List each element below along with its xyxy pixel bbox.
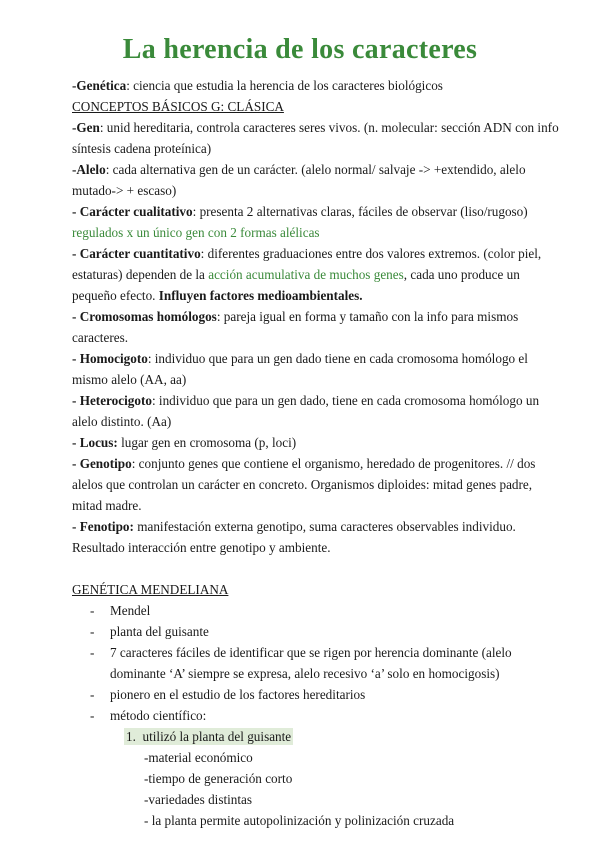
sub-item: -material económico (144, 750, 253, 765)
item-text: utilizó la planta del guisante (142, 729, 292, 744)
definition-text: : ciencia que estudia la herencia de los caracteres biológicos (126, 78, 443, 93)
term: -Alelo (72, 162, 106, 177)
sub-item: -variedades distintas (144, 792, 253, 807)
definition-cromosomas-homologos (72, 306, 562, 348)
page-title: La herencia de los caracteres (122, 34, 478, 65)
definition-homocigoto (72, 348, 562, 390)
definition-text: : individuo que para un gen dado tiene en cada cromosoma homólogo el mismo alelo (AA, aa) (72, 351, 528, 387)
sub-item: -tiempo de generación corto (144, 771, 293, 786)
term: - Carácter cualitativo (72, 204, 193, 219)
list-item: - Mendel (72, 600, 562, 621)
definition-text: , cada uno produce un pequeño efecto. (72, 267, 520, 303)
mendel-list (72, 600, 562, 726)
section-heading-conceptos: CONCEPTOS BÁSICOS G: CLÁSICA (72, 99, 284, 114)
definition-gen (72, 117, 562, 159)
definition-heterocigoto (72, 390, 562, 432)
sub-item: - la planta permite autopolinización y polinización cruzada (144, 813, 455, 828)
definition-genotipo (72, 453, 562, 516)
definition-text: lugar gen en cromosoma (p, loci) (117, 435, 297, 450)
item-number: 1. (126, 729, 136, 744)
definition-alelo (72, 159, 562, 201)
term: - Heterocigoto (72, 393, 152, 408)
definition-caracter-cuantitativo (72, 243, 562, 306)
section-heading-mendeliana: GENÉTICA MENDELIANA (72, 582, 229, 597)
definition-text: : conjunto genes que contiene el organismo, heredado de progenitores. // dos alelos que controlan un carácter en concreto. Organismos diploides: mitad genes padre, mitad madre. (72, 456, 536, 513)
definition-fenotipo (72, 516, 562, 558)
term: - Fenotipo: (72, 519, 134, 534)
term: - Locus: (72, 435, 118, 450)
term: - Homocigoto (72, 351, 148, 366)
definition-locus (72, 432, 562, 453)
definition-text: : presenta 2 alternativas claras, fáciles de observar (liso/rugoso) (192, 204, 528, 219)
term: - Cromosomas homólogos (72, 309, 217, 324)
definition-text: manifestación externa genotipo, suma caracteres observables individuo. Resultado interacción entre genotipo y ambiente. (72, 519, 516, 555)
highlight-text: regulados x un único gen con 2 formas alélicas (72, 225, 320, 240)
list-item: - planta del guisante (72, 621, 562, 642)
definition-text: : individuo que para un gen dado, tiene en cada cromosoma homólogo un alelo distinto. (Aa) (72, 393, 540, 429)
bold-note: Influyen factores medioambientales. (158, 288, 363, 303)
term: -Genética (72, 78, 127, 93)
definition-text: : cada alternativa gen de un carácter. (alelo normal/ salvaje -> +extendido, alelo mutado-> + escaso) (72, 162, 526, 198)
definition-text: : diferentes graduaciones entre dos valores extremos. (color piel, estaturas) dependen de la (72, 246, 542, 282)
highlighted-numbered-text (124, 728, 293, 745)
list-item: - pionero en el estudio de los factores hereditarios (72, 684, 562, 705)
term: -Gen (72, 120, 100, 135)
definition-text: : unid hereditaria, controla caracteres seres vivos. (n. molecular: sección ADN con info síntesis cadena proteínica) (72, 120, 559, 156)
definition-genetica (72, 75, 562, 96)
content (72, 75, 562, 831)
term: - Genotipo (72, 456, 132, 471)
list-item: - 7 caracteres fáciles de identificar que se rigen por herencia dominante (alelo dominante ‘A’ siempre se expresa, alelo recesivo ‘a’ solo en homocigosis) (72, 642, 562, 684)
numbered-item (72, 726, 562, 747)
definition-text: : pareja igual en forma y tamaño con la info para mismos caracteres. (72, 309, 519, 345)
term: - Carácter cuantitativo (72, 246, 201, 261)
spacer (72, 558, 562, 579)
list-item: - método científico: (72, 705, 562, 726)
highlight-text: acción acumulativa de muchos genes (208, 267, 404, 282)
definition-caracter-cualitativo (72, 201, 562, 243)
